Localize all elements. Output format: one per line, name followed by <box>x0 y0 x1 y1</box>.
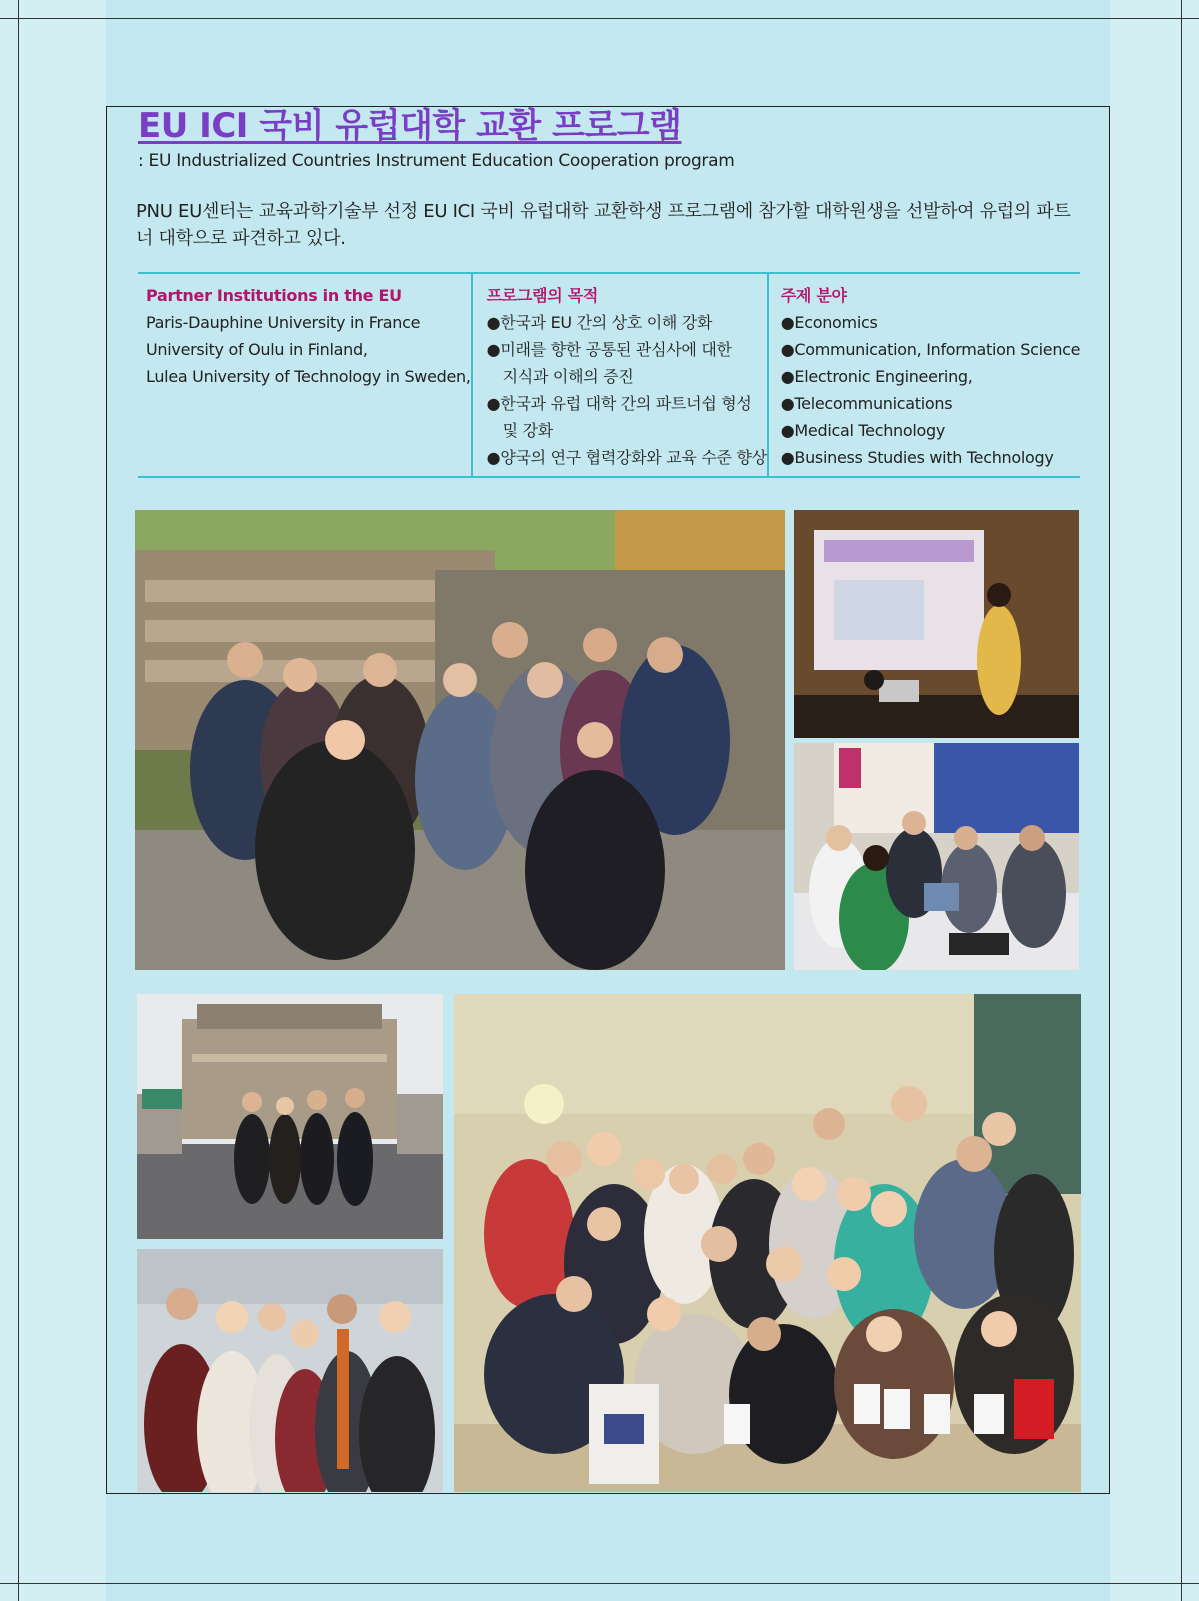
goal-item: ●한국과 EU 간의 상호 이해 강화 <box>486 313 713 332</box>
info-table <box>138 272 1080 478</box>
partner-item: Lulea University of Technology in Sweden, <box>146 367 471 386</box>
trim-line-bottom <box>0 1583 1199 1584</box>
goal-item: ●양국의 연구 협력강화와 교육 수준 향상 <box>486 448 767 467</box>
goal-item-continued: 지식과 이해의 증진 <box>502 367 634 386</box>
study-group-photo <box>794 743 1079 970</box>
field-item: ●Business Studies with Technology <box>780 448 1054 467</box>
goals-heading: 프로그램의 목적 <box>486 286 599 305</box>
trim-line-left <box>18 0 19 1601</box>
partner-item: Paris-Dauphine University in France <box>146 313 421 332</box>
group-portrait-photo <box>137 1249 443 1492</box>
field-item: ●Telecommunications <box>780 394 953 413</box>
partner-item: University of Oulu in Finland, <box>146 340 368 359</box>
trim-line-top <box>0 18 1199 19</box>
presentation-photo <box>794 510 1079 738</box>
goal-item: ●한국과 유럽 대학 간의 파트너쉽 형성 <box>486 394 752 413</box>
field-item: ●Electronic Engineering, <box>780 367 973 386</box>
goals-column <box>473 274 769 476</box>
page-title: EU ICI 국비 유럽대학 교환 프로그램 <box>138 106 682 146</box>
fields-column <box>769 274 1080 476</box>
fields-heading: 주제 분야 <box>780 286 847 305</box>
goal-item: ●미래를 향한 공통된 관심사에 대한 <box>486 340 732 359</box>
goal-item-continued: 및 강화 <box>502 421 553 440</box>
partners-column <box>138 274 473 476</box>
partners-heading: Partner Institutions in the EU <box>146 286 402 305</box>
field-item: ●Communication, Information Science <box>780 340 1081 359</box>
intro-paragraph: PNU EU센터는 교육과학기술부 선정 EU ICI 국비 유럽대학 교환학생 프로그램에 참가할 대학원생을 선발하여 유럽의 파트너 대학으로 파견하고 있다. <box>136 201 1071 249</box>
page-subtitle: : EU Industrialized Countries Instrument Education Cooperation program <box>138 151 735 171</box>
party-group-photo <box>454 994 1081 1492</box>
trim-line-right <box>1181 0 1182 1601</box>
paris-opera-photo <box>137 994 443 1239</box>
group-photo-outdoors <box>135 510 785 970</box>
field-item: ●Medical Technology <box>780 421 946 440</box>
field-item: ●Economics <box>780 313 878 332</box>
